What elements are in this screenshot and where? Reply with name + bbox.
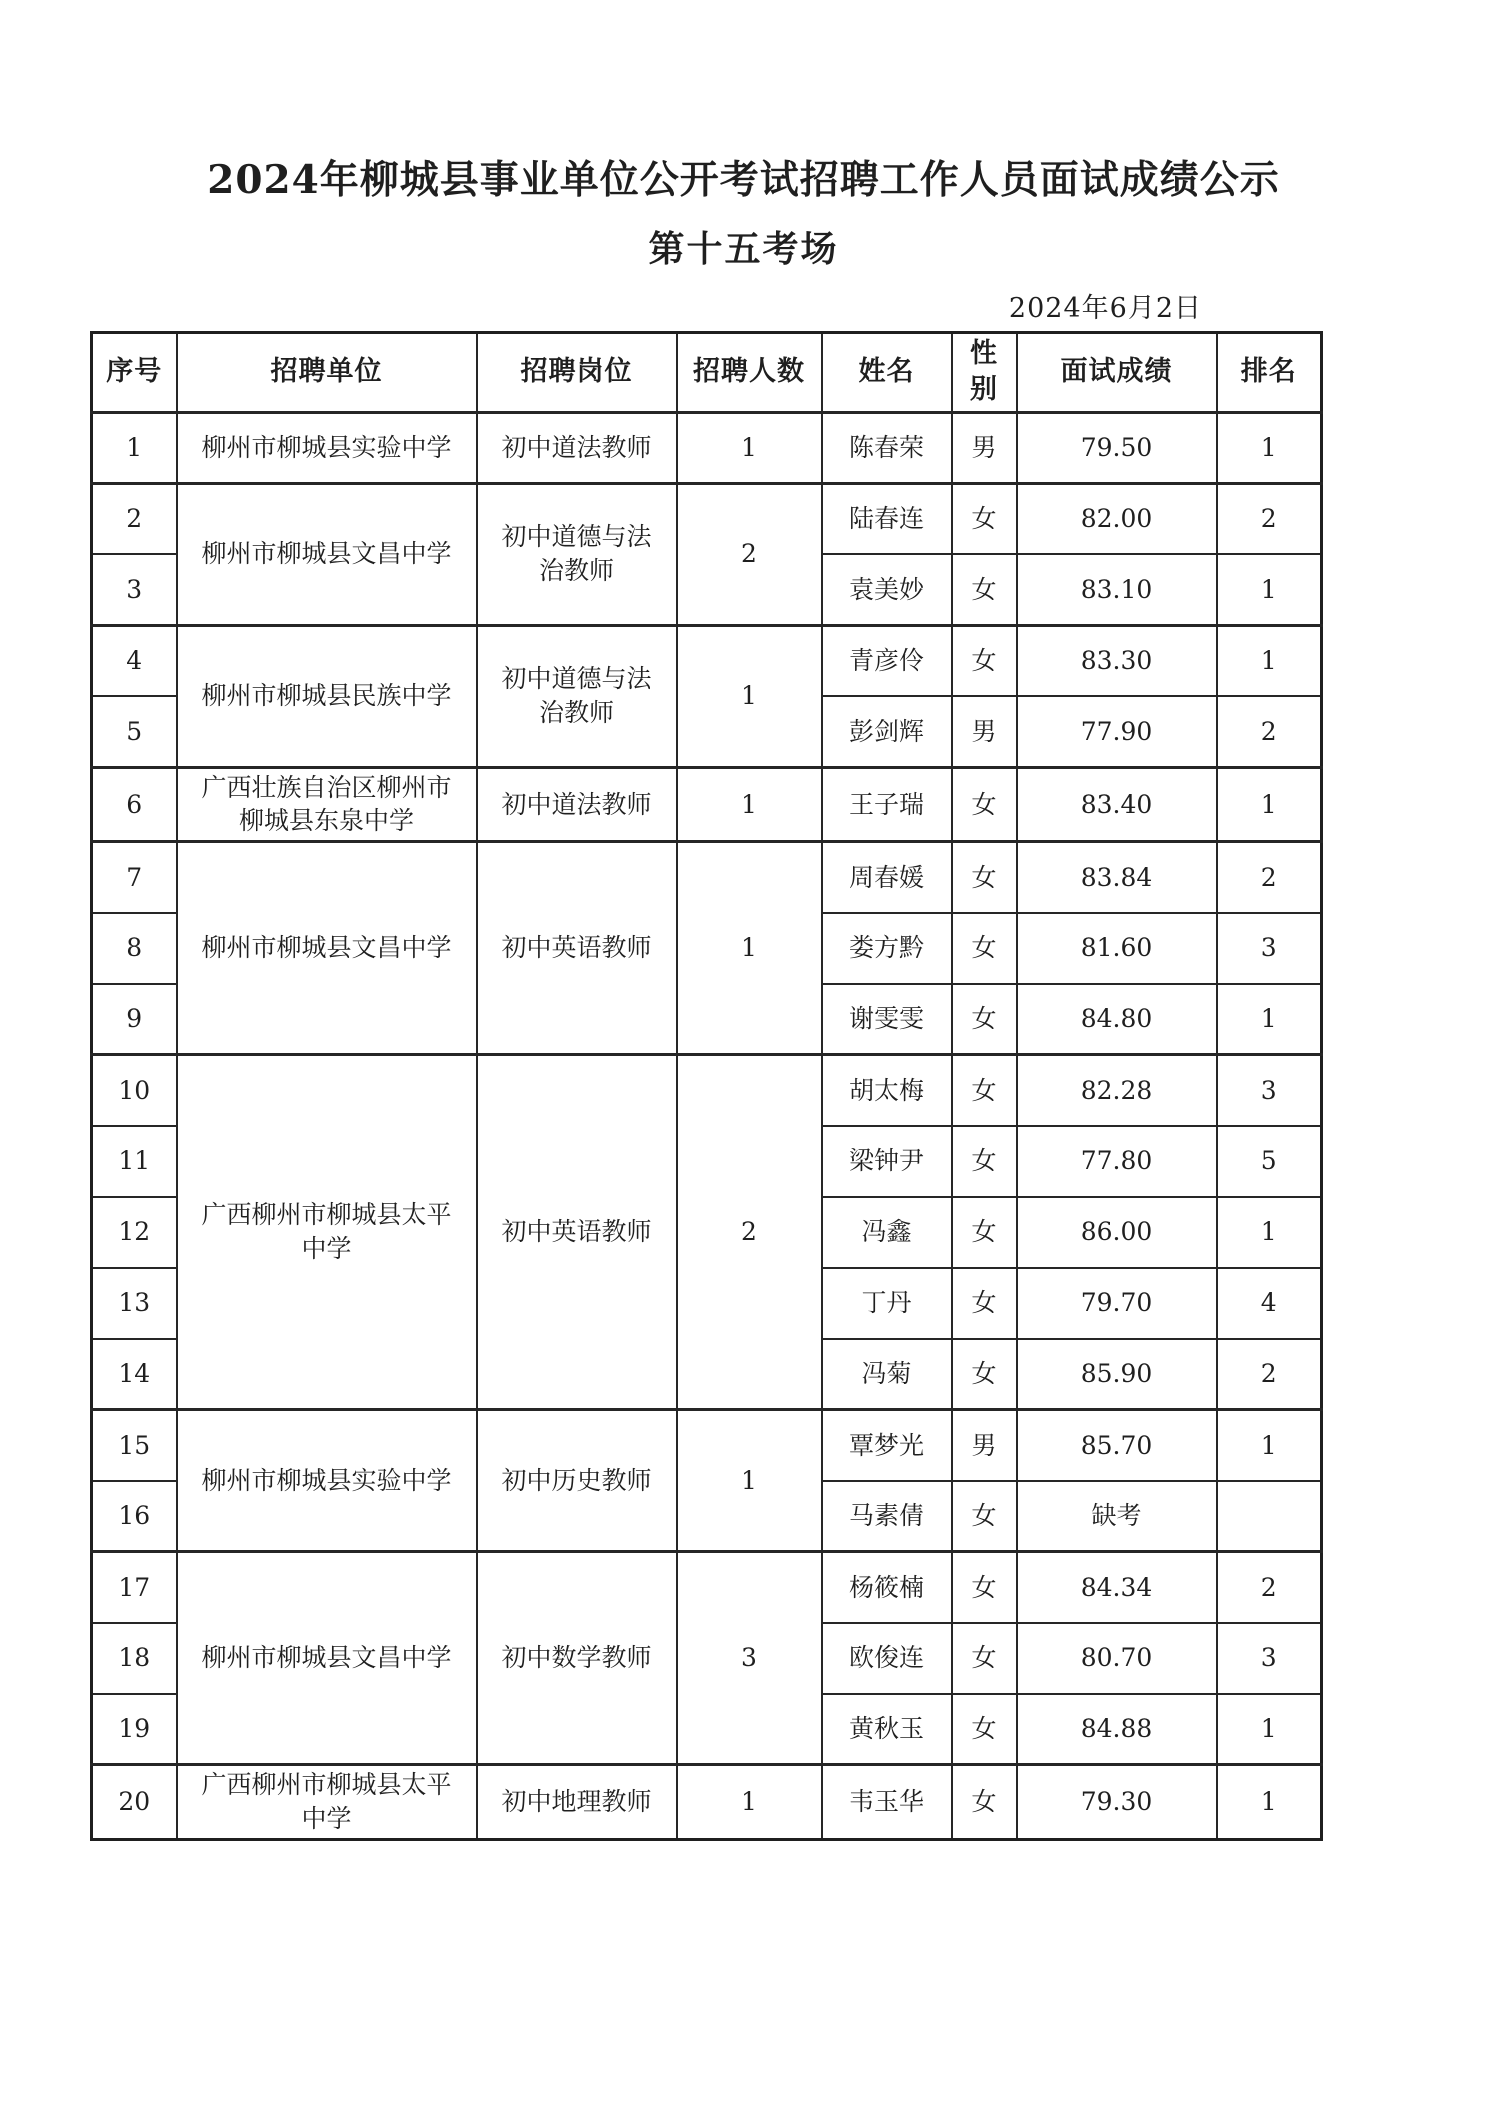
- gender-cell: 女: [952, 1481, 1017, 1552]
- row-number-cell: 16: [92, 1481, 177, 1552]
- candidate-name-cell: 冯菊: [822, 1339, 952, 1410]
- row-number-cell: 6: [92, 767, 177, 842]
- row-number-cell: 4: [92, 625, 177, 696]
- rank-cell: 2: [1217, 696, 1322, 767]
- recruit-count-cell: 1: [677, 842, 822, 1055]
- rank-cell: 5: [1217, 1126, 1322, 1197]
- table-row: [92, 1410, 1322, 1481]
- gender-cell: 女: [952, 625, 1017, 696]
- document-subtitle: 第十五考场: [648, 227, 839, 270]
- row-number-cell: 7: [92, 842, 177, 913]
- rank-cell: 1: [1217, 1694, 1322, 1765]
- column-header: 序号: [92, 332, 177, 412]
- rank-cell: 2: [1217, 483, 1322, 554]
- interview-score-cell: 77.80: [1017, 1126, 1217, 1197]
- column-header: 排名: [1217, 332, 1322, 412]
- rank-cell: 1: [1217, 767, 1322, 842]
- recruit-post-cell: 初中道德与法治教师: [477, 625, 677, 767]
- recruit-post-cell: 初中道法教师: [477, 767, 677, 842]
- candidate-name-cell: 袁美妙: [822, 554, 952, 625]
- row-number-cell: 11: [92, 1126, 177, 1197]
- interview-score-cell: 84.88: [1017, 1694, 1217, 1765]
- rank-cell: 2: [1217, 1552, 1322, 1623]
- document-date: 2024年6月2日: [1008, 292, 1202, 324]
- row-number-cell: 8: [92, 913, 177, 984]
- candidate-name-cell: 陈春荣: [822, 412, 952, 483]
- candidate-name-cell: 黄秋玉: [822, 1694, 952, 1765]
- results-table: [90, 331, 1323, 1841]
- rank-cell: 1: [1217, 412, 1322, 483]
- recruit-unit-cell: 广西柳州市柳城县太平中学: [177, 1765, 477, 1840]
- row-number-cell: 9: [92, 984, 177, 1055]
- results-table-body: [92, 412, 1322, 1839]
- gender-cell: 女: [952, 554, 1017, 625]
- recruit-count-cell: 2: [677, 483, 822, 625]
- gender-cell: 男: [952, 1410, 1017, 1481]
- candidate-name-cell: 娄方黔: [822, 913, 952, 984]
- gender-cell: 女: [952, 767, 1017, 842]
- recruit-count-cell: 2: [677, 1055, 822, 1410]
- gender-cell: 女: [952, 1339, 1017, 1410]
- column-header: 招聘单位: [177, 332, 477, 412]
- recruit-count-cell: 1: [677, 767, 822, 842]
- rank-cell: 1: [1217, 554, 1322, 625]
- candidate-name-cell: 陆春连: [822, 483, 952, 554]
- row-number-cell: 13: [92, 1268, 177, 1339]
- rank-cell: 1: [1217, 625, 1322, 696]
- rank-cell: 1: [1217, 1197, 1322, 1268]
- rank-cell: 3: [1217, 1055, 1322, 1126]
- rank-cell: 4: [1217, 1268, 1322, 1339]
- table-row: [92, 625, 1322, 696]
- rank-cell: 3: [1217, 1623, 1322, 1694]
- interview-score-cell: 79.30: [1017, 1765, 1217, 1840]
- recruit-unit-cell: 广西柳州市柳城县太平中学: [177, 1055, 477, 1410]
- interview-score-cell: 82.00: [1017, 483, 1217, 554]
- rank-cell: 1: [1217, 1765, 1322, 1840]
- document-title: 2024年柳城县事业单位公开考试招聘工作人员面试成绩公示: [207, 157, 1280, 203]
- gender-cell: 女: [952, 1197, 1017, 1268]
- column-header: 姓名: [822, 332, 952, 412]
- candidate-name-cell: 欧俊连: [822, 1623, 952, 1694]
- row-number-cell: 12: [92, 1197, 177, 1268]
- candidate-name-cell: 马素倩: [822, 1481, 952, 1552]
- interview-score-cell: 84.80: [1017, 984, 1217, 1055]
- gender-cell: 女: [952, 1765, 1017, 1840]
- row-number-cell: 1: [92, 412, 177, 483]
- interview-score-cell: 79.70: [1017, 1268, 1217, 1339]
- recruit-unit-cell: 柳州市柳城县实验中学: [177, 412, 477, 483]
- candidate-name-cell: 覃梦光: [822, 1410, 952, 1481]
- table-row: [92, 483, 1322, 554]
- interview-score-cell: 83.10: [1017, 554, 1217, 625]
- rank-cell: [1217, 1481, 1322, 1552]
- candidate-name-cell: 韦玉华: [822, 1765, 952, 1840]
- interview-score-cell: 83.30: [1017, 625, 1217, 696]
- column-header: 面试成绩: [1017, 332, 1217, 412]
- recruit-unit-cell: 柳州市柳城县文昌中学: [177, 483, 477, 625]
- gender-cell: 女: [952, 913, 1017, 984]
- row-number-cell: 15: [92, 1410, 177, 1481]
- column-header: 招聘人数: [677, 332, 822, 412]
- recruit-post-cell: 初中历史教师: [477, 1410, 677, 1552]
- interview-score-cell: 83.84: [1017, 842, 1217, 913]
- gender-cell: 女: [952, 1268, 1017, 1339]
- table-row: [92, 1055, 1322, 1126]
- interview-score-cell: 85.70: [1017, 1410, 1217, 1481]
- rank-cell: 2: [1217, 842, 1322, 913]
- interview-score-cell: 81.60: [1017, 913, 1217, 984]
- recruit-count-cell: 1: [677, 412, 822, 483]
- interview-score-cell: 84.34: [1017, 1552, 1217, 1623]
- candidate-name-cell: 青彦伶: [822, 625, 952, 696]
- table-row: [92, 842, 1322, 913]
- candidate-name-cell: 梁钟尹: [822, 1126, 952, 1197]
- gender-cell: 女: [952, 1694, 1017, 1765]
- recruit-count-cell: 1: [677, 1765, 822, 1840]
- gender-cell: 女: [952, 1126, 1017, 1197]
- recruit-unit-cell: 柳州市柳城县文昌中学: [177, 1552, 477, 1765]
- candidate-name-cell: 周春媛: [822, 842, 952, 913]
- recruit-unit-cell: 广西壮族自治区柳州市柳城县东泉中学: [177, 767, 477, 842]
- recruit-post-cell: 初中地理教师: [477, 1765, 677, 1840]
- row-number-cell: 3: [92, 554, 177, 625]
- recruit-count-cell: 3: [677, 1552, 822, 1765]
- row-number-cell: 17: [92, 1552, 177, 1623]
- rank-cell: 1: [1217, 984, 1322, 1055]
- column-header: 性别: [952, 332, 1017, 412]
- candidate-name-cell: 彭剑辉: [822, 696, 952, 767]
- recruit-count-cell: 1: [677, 1410, 822, 1552]
- gender-cell: 女: [952, 1055, 1017, 1126]
- row-number-cell: 2: [92, 483, 177, 554]
- recruit-post-cell: 初中数学教师: [477, 1552, 677, 1765]
- recruit-post-cell: 初中道德与法治教师: [477, 483, 677, 625]
- table-row: [92, 767, 1322, 842]
- recruit-count-cell: 1: [677, 625, 822, 767]
- interview-score-cell: 80.70: [1017, 1623, 1217, 1694]
- recruit-post-cell: 初中英语教师: [477, 842, 677, 1055]
- rank-cell: 2: [1217, 1339, 1322, 1410]
- gender-cell: 女: [952, 984, 1017, 1055]
- gender-cell: 女: [952, 1552, 1017, 1623]
- row-number-cell: 19: [92, 1694, 177, 1765]
- row-number-cell: 18: [92, 1623, 177, 1694]
- rank-cell: 1: [1217, 1410, 1322, 1481]
- recruit-unit-cell: 柳州市柳城县民族中学: [177, 625, 477, 767]
- candidate-name-cell: 谢雯雯: [822, 984, 952, 1055]
- gender-cell: 女: [952, 1623, 1017, 1694]
- candidate-name-cell: 王子瑞: [822, 767, 952, 842]
- gender-cell: 女: [952, 483, 1017, 554]
- rank-cell: 3: [1217, 913, 1322, 984]
- gender-cell: 男: [952, 696, 1017, 767]
- column-header: 招聘岗位: [477, 332, 677, 412]
- recruit-post-cell: 初中道法教师: [477, 412, 677, 483]
- candidate-name-cell: 胡太梅: [822, 1055, 952, 1126]
- interview-score-cell: 82.28: [1017, 1055, 1217, 1126]
- candidate-name-cell: 杨筱楠: [822, 1552, 952, 1623]
- results-table-head: [92, 332, 1322, 412]
- row-number-cell: 20: [92, 1765, 177, 1840]
- candidate-name-cell: 冯鑫: [822, 1197, 952, 1268]
- row-number-cell: 5: [92, 696, 177, 767]
- header-row: [92, 332, 1322, 412]
- recruit-post-cell: 初中英语教师: [477, 1055, 677, 1410]
- gender-cell: 男: [952, 412, 1017, 483]
- interview-score-cell: 79.50: [1017, 412, 1217, 483]
- table-row: [92, 1552, 1322, 1623]
- table-row: [92, 412, 1322, 483]
- table-row: [92, 1765, 1322, 1840]
- recruit-unit-cell: 柳州市柳城县实验中学: [177, 1410, 477, 1552]
- recruit-unit-cell: 柳州市柳城县文昌中学: [177, 842, 477, 1055]
- gender-cell: 女: [952, 842, 1017, 913]
- row-number-cell: 14: [92, 1339, 177, 1410]
- candidate-name-cell: 丁丹: [822, 1268, 952, 1339]
- interview-score-cell: 85.90: [1017, 1339, 1217, 1410]
- interview-score-cell: 83.40: [1017, 767, 1217, 842]
- row-number-cell: 10: [92, 1055, 177, 1126]
- interview-score-cell: 缺考: [1017, 1481, 1217, 1552]
- interview-score-cell: 77.90: [1017, 696, 1217, 767]
- interview-score-cell: 86.00: [1017, 1197, 1217, 1268]
